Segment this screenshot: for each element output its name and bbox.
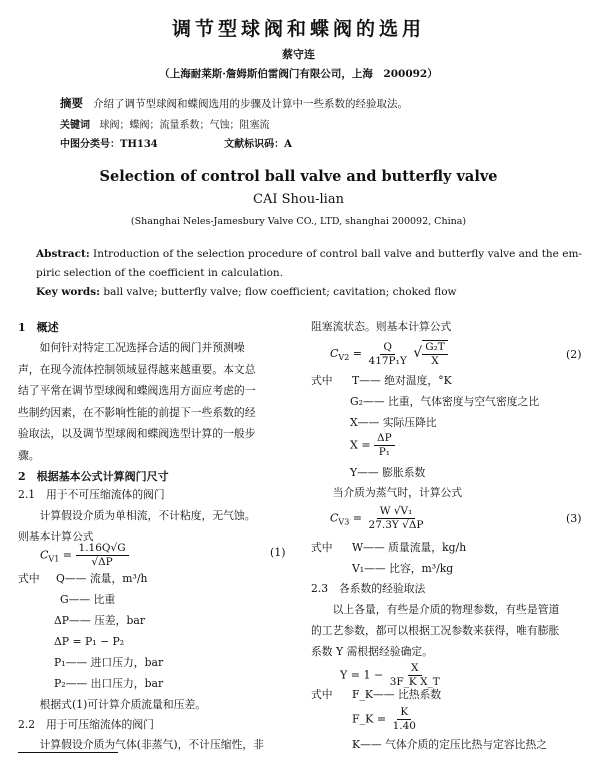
eq2-radical-numerator: G₂T [422,341,448,355]
doc-code-value: A [284,139,292,150]
author-cn: 蔡守连 [282,48,315,61]
s23-line: 系数 Y 需根据经验确定。 [311,645,433,658]
def-x: X—— 实际压降比 [350,416,437,429]
eq3-denominator: 27.3Y √ΔP [368,519,424,531]
s1-line: 些制约因素，在不影响性能的前提下一些系数的经 [18,405,256,419]
fk-eq-numerator: K [397,706,411,720]
s1-line: 结了平常在调节型球阀和蝶阀选用方面应考虑的一 [18,384,256,397]
section-1-heading: 1 概述 [18,321,59,334]
def-w: W—— 质量流量，kg/h [352,541,467,554]
section-2-heading: 2 根据基本公式计算阀门尺寸 [18,470,169,483]
x-eq-lhs: X = [350,438,371,452]
s1-line: 验取法，以及调节型球阀和蝶阀选型计算的一般步 [18,427,256,440]
abstract-label-en: Abstract: [36,248,90,260]
eq3-lhs-sub: V3 [338,517,350,527]
eq2-number: (2) [566,348,582,361]
def-y: Y—— 膨胀系数 [350,466,426,479]
after-eq1: 根据式(1)可计算介质流量和压差。 [18,698,207,711]
eq3-number: (3) [566,512,582,525]
eq1-denominator: √ΔP [91,556,113,568]
classification-line [60,135,292,150]
where-label: 式中 [18,572,40,585]
abstract-en-line-1: Introduction of the selection procedure of control ball valve and butterfly valve and the em- [89,248,582,260]
s21-line: 计算假设介质为单相流，不计粘度，无气蚀。 [18,509,256,522]
eq2-numerator: Q [380,341,395,355]
s23-line: 的工艺参数，都可以根据工况参数来获得，唯有膨胀 [311,624,560,637]
eq2-denominator: 417P₁Y [368,354,407,367]
r-line-1: 阻塞流状态。则基本计算公式 [311,320,452,333]
where-label-right-3: 式中 [311,688,333,701]
y-eq-numerator: X [408,662,421,676]
section-2-1-heading: 2.1 用于不可压缩流体的阀门 [18,488,165,501]
eq1-fraction [76,542,129,569]
eq1-lhs: C [40,548,49,562]
equation-fk [352,706,419,733]
def-g2: G₂—— 比重，气体密度与空气密度之比 [350,395,540,408]
eq1-lhs-sub: V1 [48,554,60,564]
keywords-cn [60,116,270,131]
s23-line: 以上各量，有些是介质的物理参数，有些是管道 [311,603,560,616]
title-cn: 调节型球阀和蝶阀的选用 [171,18,425,40]
eq1-numerator: 1.16Q√G [76,542,129,556]
eq2-radical [422,340,448,368]
abstract-cn [60,95,408,111]
x-eq-numerator: ΔP [374,432,395,446]
where-label-right: 式中 [311,374,333,387]
section-2-2-heading: 2.2 用于可压缩流体的阀门 [18,718,154,731]
title-en: Selection of control ball valve and butterfly valve [99,168,498,185]
affiliation-en: (Shanghai Neles-Jamesbury Valve CO., LTD, shanghai 200092, China) [130,216,467,227]
def-dp: ΔP—— 压差，bar [54,614,145,627]
equation-x [350,432,395,459]
keywords-text-en: ball valve; butterfly valve; flow coefficient; cavitation; choked flow [100,286,457,298]
eq2-fraction [366,341,410,368]
footnote-rule [18,752,118,753]
def-p2: P₂—— 出口压力，bar [54,677,164,690]
eq2-radical-denominator: X [431,355,439,367]
steam-intro: 当介质为蒸气时，计算公式 [311,486,463,499]
affiliation-cn: （上海耐莱斯·詹姆斯伯雷阀门有限公司，上海 200092） [159,68,438,80]
doc-code-label: 文献标识码： [224,139,285,150]
keywords-label-cn: 关键词 [60,120,90,131]
s22-line: 计算假设介质为气体(非蒸气)，不计压缩性，非 [18,738,264,751]
abstract-en-line-2: piric selection of the coefficient in calculation. [36,267,284,279]
eq3-fraction [366,505,427,532]
eq2-lhs-sub: V2 [338,353,350,363]
equation-1: $C_{V1}$ = $\frac{1.16Q√G}{√\Delta P}$ [40,542,129,569]
eq3-lhs: C [330,511,339,525]
y-eq-lhs: Y = 1 − [340,668,384,682]
def-p1: P₁—— 进口压力，bar [54,656,164,669]
eq-dp: ΔP = P₁ − P₂ [54,635,125,648]
section-1-body [18,337,290,466]
def-v1: V₁—— 比容，m³/kg [352,562,454,575]
where-label-right-2: 式中 [311,541,333,554]
y-eq-denominator: 3F_K X_T [389,676,440,688]
abstract-en [36,245,582,302]
def-q: Q—— 流量，m³/h [56,572,148,585]
fk-eq-denominator: 1.40 [392,720,416,732]
abstract-text-cn: 介绍了调节型球阀和蝶阀选用的步骤及计算中一些系数的经验取法。 [93,98,409,110]
eq1-number: (1) [270,546,286,559]
s1-line: 声，在现今流体控制领域显得越来越重要。本文总 [18,362,256,376]
def-k: K—— 气体介质的定压比热与定容比热之 [352,738,548,751]
section-2-3-heading: 2.3 各系数的经验取法 [311,582,426,595]
clc-value: TH134 [120,139,158,150]
def-t: T—— 绝对温度，°K [352,374,452,387]
equation-2: $C_{V2}$ = $\frac{Q}{\text{417P₁Y}}$ √ $\frac{\text{G₂T}}{X}$ [330,340,448,368]
x-eq-denominator: P₁ [378,446,391,458]
fk-eq-lhs: F_K = [352,712,387,726]
clc-label: 中图分类号： [60,139,120,150]
x-eq-fraction [374,432,395,459]
keywords-label-en: Key words: [36,286,101,298]
author-en: CAI Shou-lian [253,192,344,207]
s1-line: 骤。 [18,448,40,462]
def-fk: F_K—— 比热系数 [352,688,442,701]
keywords-text-cn: 球阀；蝶阀；流量系数；气蚀；阻塞流 [99,120,270,131]
eq2-lhs: C [330,347,339,360]
eq3-numerator: W √V₁ [377,505,416,519]
def-g: G—— 比重 [60,593,116,606]
s21-line: 则基本计算公式 [18,530,94,543]
fk-eq-fraction [390,706,419,733]
equation-3: $C_{V3}$ = $\frac{\text{W √V₁}}{27.3Y √\Delta P}$ [330,505,427,532]
abstract-label-cn: 摘要 [60,96,83,110]
s1-line: 如何针对特定工况选择合适的阀门并预测噪 [18,341,245,354]
